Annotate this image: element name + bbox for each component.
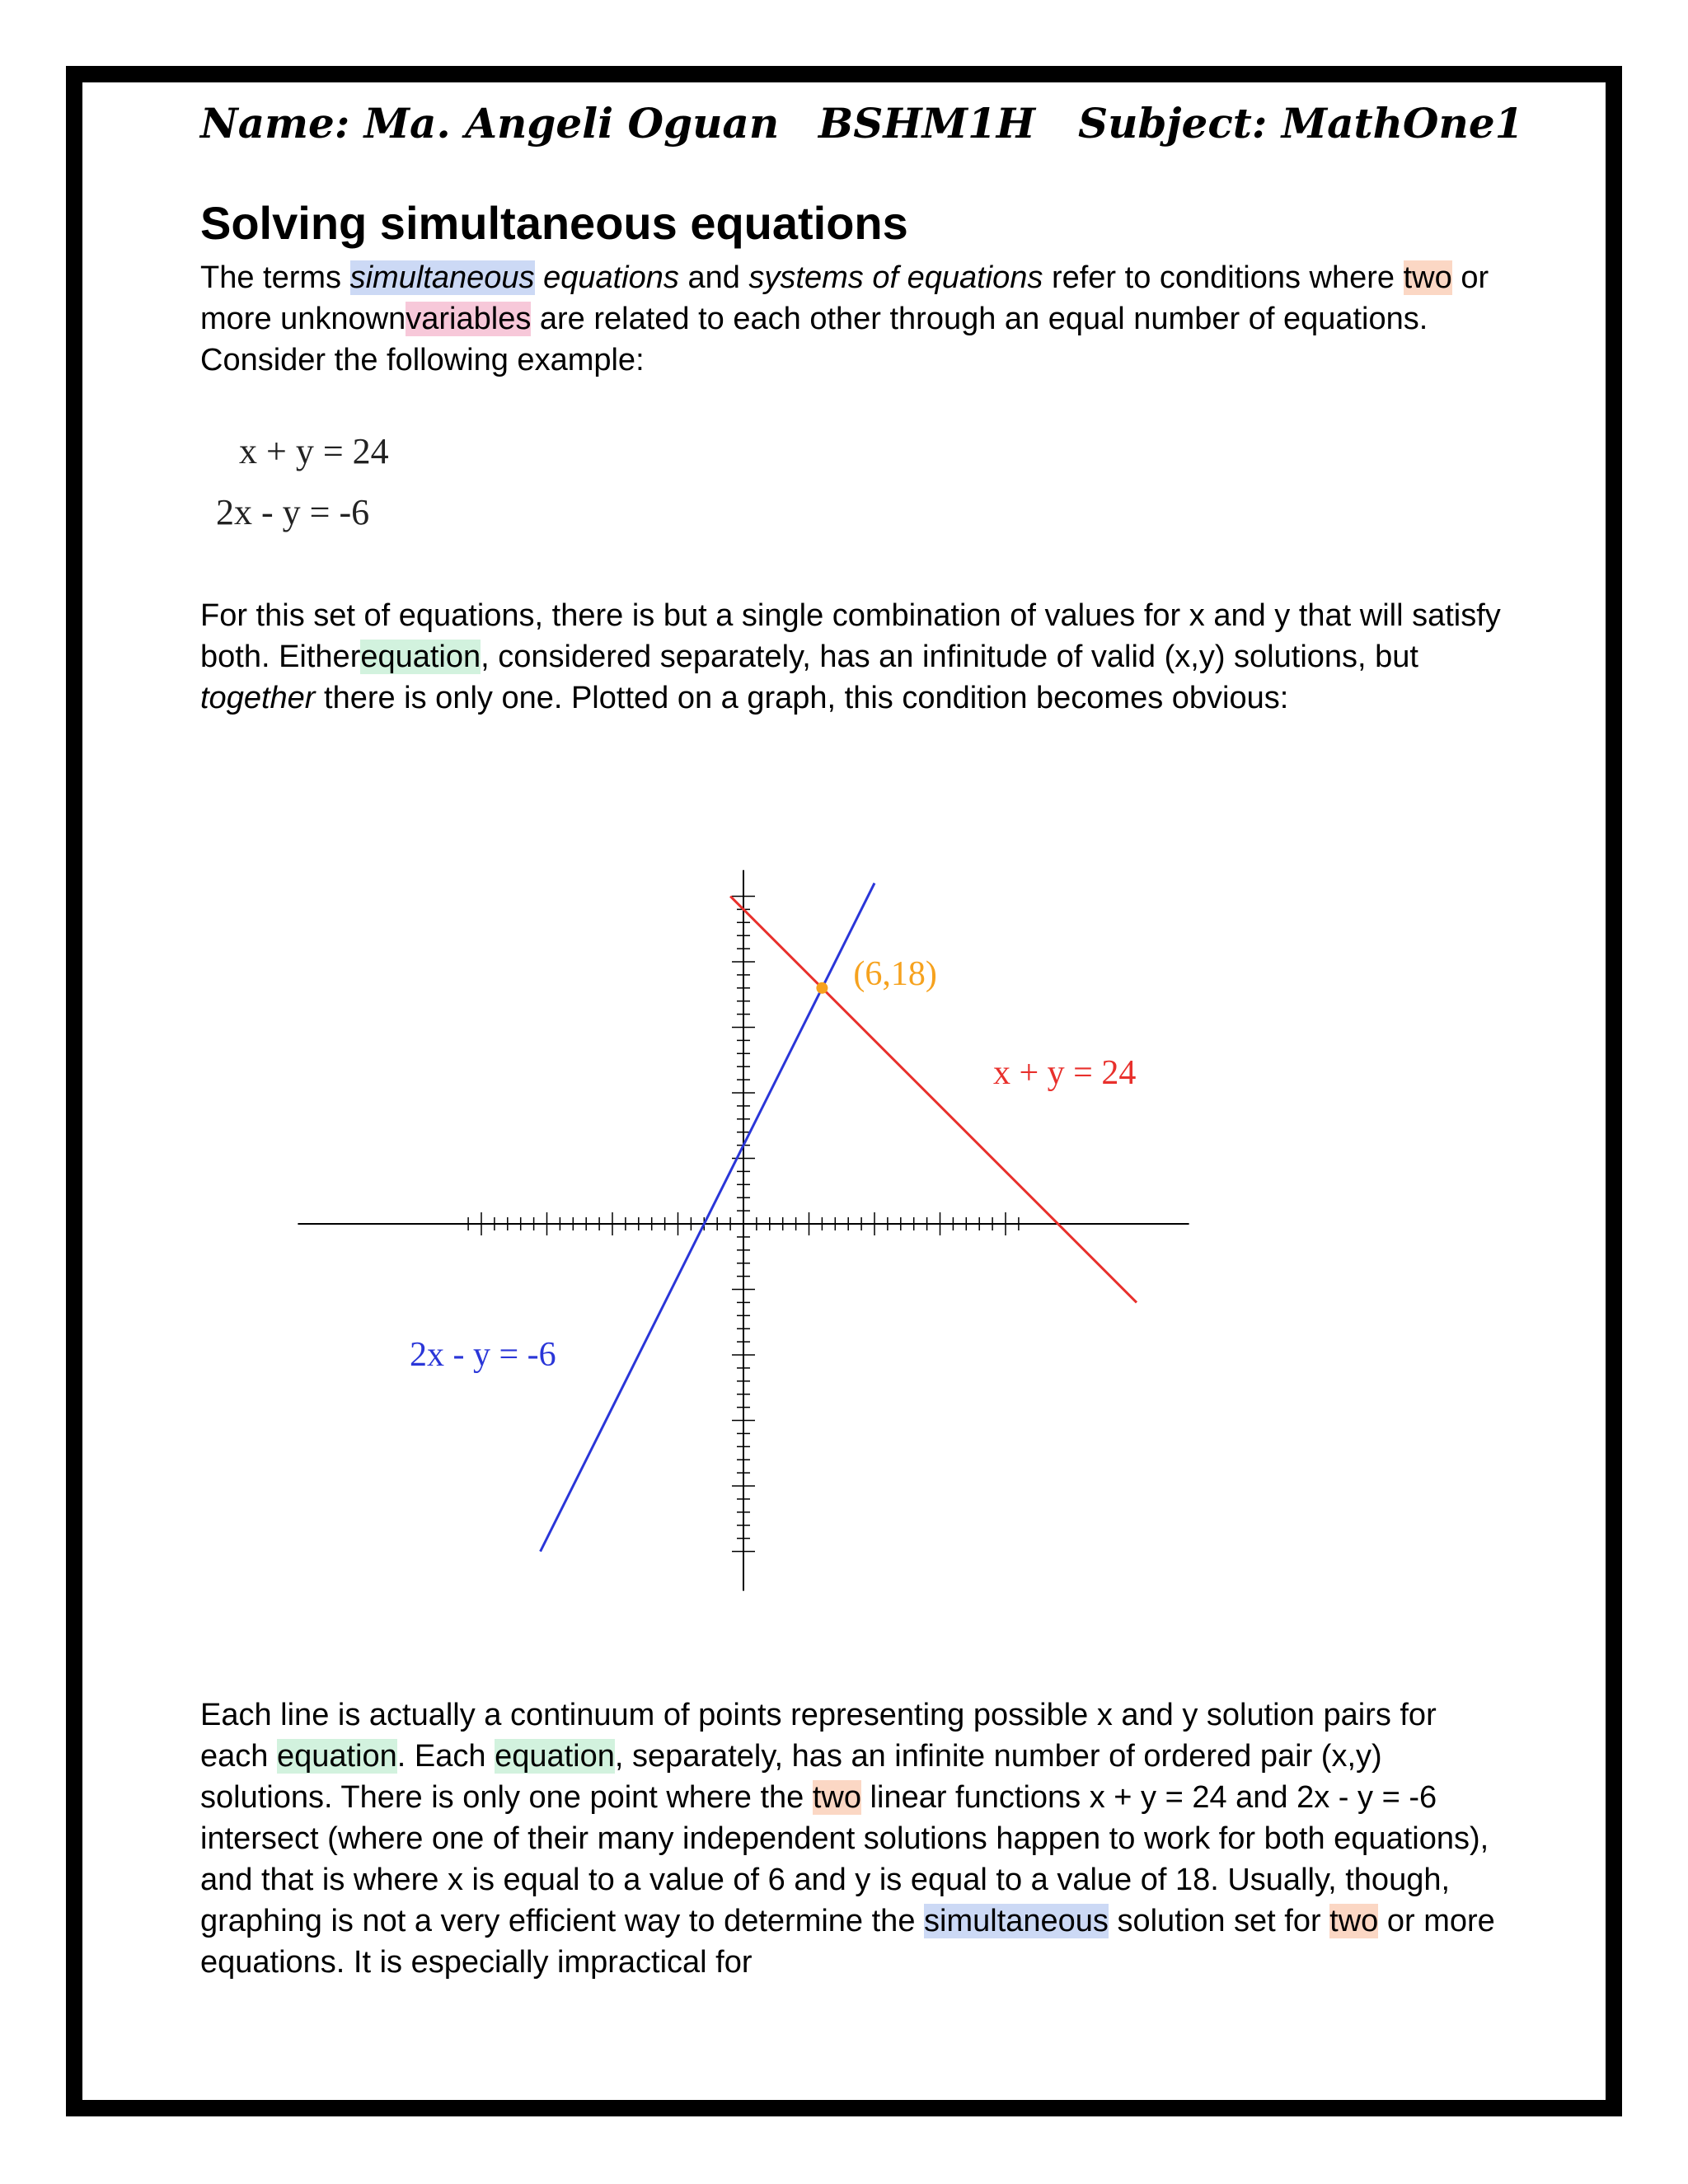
text-run: refer to conditions where [1043,260,1404,295]
highlight-equation: equation [360,640,481,674]
italic-term: simultaneous [349,260,535,295]
student-name: Name: Ma. Angeli Oguan [200,99,780,148]
highlight-equation: equation [276,1739,397,1774]
highlight-simultaneous [350,260,535,295]
text-run: Each line is actually a continuum of points representing possible x and y solution pairs for each [200,1698,1437,1774]
italic-term: equations [534,260,679,295]
text-run: are related to each other through an equal number of equations. Consider the following example: [200,302,1428,377]
text-run: or more unknown [200,260,1489,336]
series-label-2: 2x - y = -6 [410,1336,556,1374]
intersection-point [816,982,828,994]
highlight-equation: equation [495,1739,615,1774]
italic-term: together [200,681,316,715]
subject-label: Subject: MathOne1 [1078,99,1524,148]
text-run: solution set for [1108,1904,1330,1938]
conclusion-paragraph [200,1694,1503,1983]
text-run: The terms [200,260,350,295]
text-run: linear functions x + y = 24 and 2x - y = -6 intersect (where one of their many independent solutions happen to work for both equations), and that is where x is equal to a value of 6 and y is equal to a value of 18. Usually, though, graphing is not a very efficient way to determine the [200,1780,1489,1938]
series-label-1: x + y = 24 [993,1054,1137,1092]
equation-1: x + y = 24 [239,431,389,471]
text-run: , separately, has an infinite number of ordered pair (x,y) solutions. There is only one point where the [200,1739,1382,1815]
page-title: Solving simultaneous equations [200,197,908,249]
text-run: For this set of equations, there is but a single combination of values for x and y that will satisfy both. Either [200,598,1501,674]
section-code: BSHM1H [818,99,1035,148]
student-header [200,99,1524,157]
text-run: . Each [396,1739,495,1774]
text-run: there is only one. Plotted on a graph, this condition becomes obvious: [315,681,1289,715]
highlight-two: two [1329,1904,1379,1938]
highlight-two: two [1403,260,1452,295]
equation-2: 2x - y = -6 [216,492,370,532]
highlight-variables: variables [406,302,532,336]
text-run: or more equations. It is especially impractical for [200,1904,1495,1980]
highlight-two: two [812,1780,861,1815]
italic-term: systems of equations [748,260,1043,295]
intersection-label: (6,18) [853,954,937,993]
equation-graph [206,804,1302,1652]
text-run: and [678,260,749,295]
text-run: , considered separately, has an infinitude of valid (x,y) solutions, but [481,640,1418,674]
intro-paragraph [200,257,1503,381]
highlight-simultaneous: simultaneous [924,1904,1109,1938]
explanation-paragraph [200,595,1503,719]
